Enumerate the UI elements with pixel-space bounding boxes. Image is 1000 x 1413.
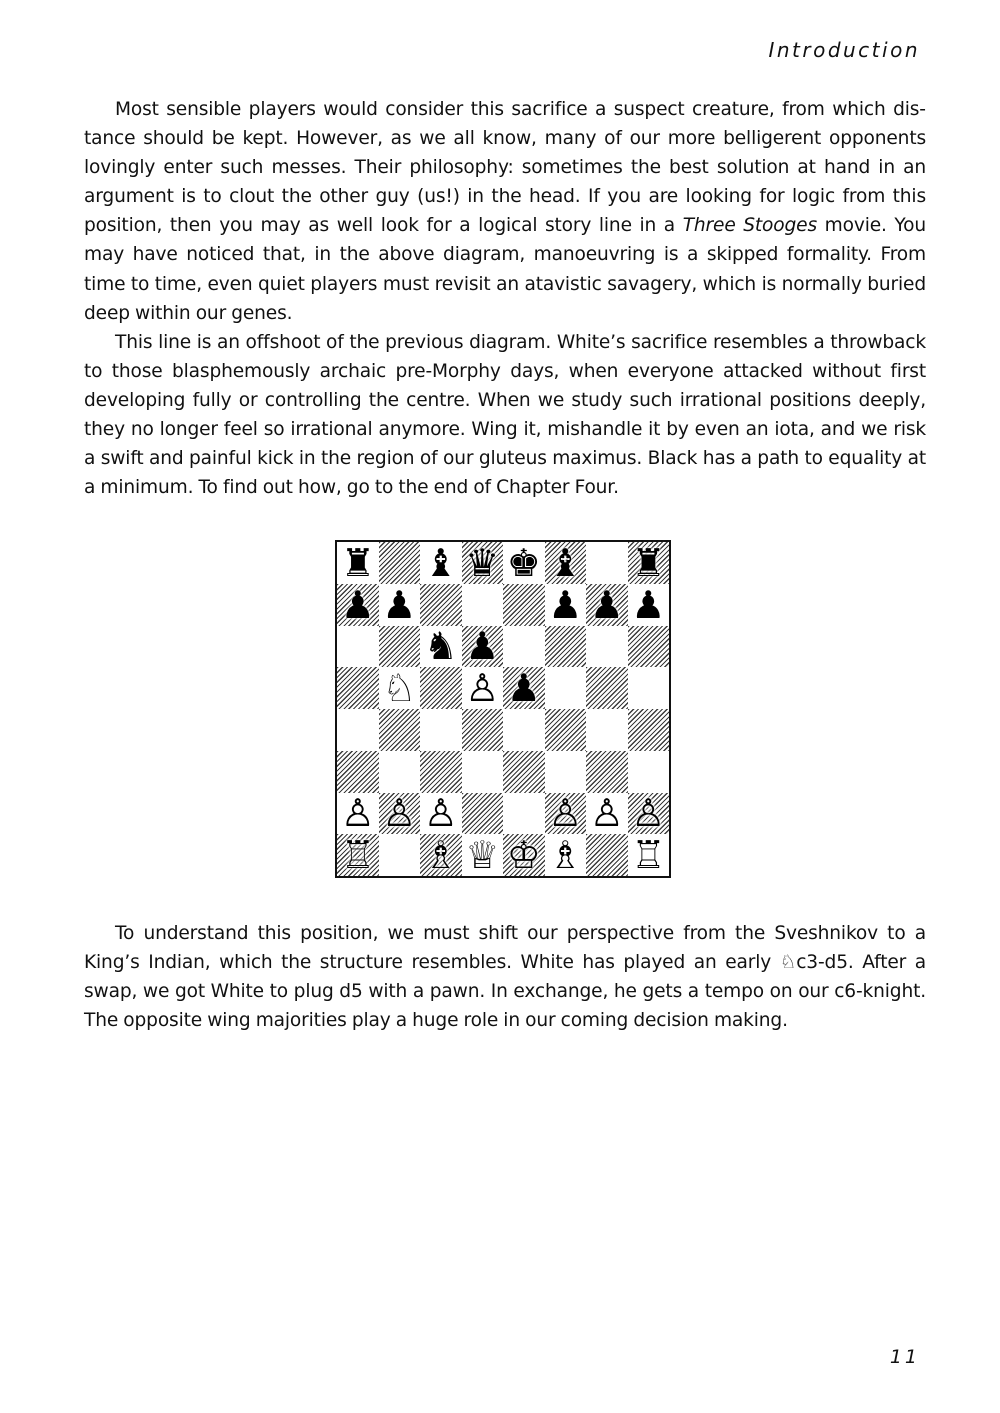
square-f2 [545, 793, 587, 835]
body-text-top [84, 95, 926, 502]
square-h7 [628, 584, 670, 626]
square-b6 [379, 626, 421, 668]
square-d1 [462, 834, 504, 876]
square-c1 [420, 834, 462, 876]
chess-piece: ♝ [423, 542, 458, 584]
square-c4 [420, 709, 462, 751]
square-d3 [462, 751, 504, 793]
chess-piece: ♞ [423, 625, 458, 668]
square-b1 [379, 834, 421, 876]
square-e1 [503, 834, 545, 876]
paragraph-text: To understand this position, we must shift our perspective from the Sveshnikov to a King’s Indian, which the structure resembles. White has played an early [84, 923, 926, 974]
chess-piece: ♛ [465, 542, 500, 584]
square-b3 [379, 751, 421, 793]
square-a1 [337, 834, 379, 876]
square-c2 [420, 793, 462, 835]
square-d6 [462, 626, 504, 668]
square-c6 [420, 626, 462, 668]
square-g7 [586, 584, 628, 626]
square-h6 [628, 626, 670, 668]
square-a3 [337, 751, 379, 793]
knight-figurine: ♘ [779, 952, 797, 974]
square-b2 [379, 793, 421, 835]
square-h5 [628, 667, 670, 709]
paragraph [84, 95, 926, 328]
square-c3 [420, 751, 462, 793]
chess-piece: ♙ [423, 792, 458, 835]
running-head: Introduction [768, 38, 920, 62]
chess-piece: ♙ [631, 792, 666, 835]
paragraph-text: c3-d5. After a swap, we got White to plug d5 with a pawn. In exchange, he gets a tempo on our c6-knight. The opposite wing majorities play a huge role in our coming decision making. [84, 952, 926, 1032]
chess-piece: ♟ [589, 583, 624, 626]
chess-piece: ♝ [548, 542, 583, 584]
square-f1 [545, 834, 587, 876]
chess-diagram [335, 540, 671, 878]
chess-piece: ♜ [340, 542, 375, 584]
square-h3 [628, 751, 670, 793]
square-f4 [545, 709, 587, 751]
italic-title: Three Stooges [682, 215, 817, 237]
chess-piece: ♖ [340, 834, 375, 876]
square-e6 [503, 626, 545, 668]
page-number: 11 [889, 1346, 920, 1368]
square-g8 [586, 542, 628, 584]
square-d8 [462, 542, 504, 584]
square-a2 [337, 793, 379, 835]
square-a6 [337, 626, 379, 668]
chess-piece: ♙ [382, 792, 417, 835]
chess-piece: ♙ [548, 792, 583, 835]
chess-piece: ♘ [382, 667, 417, 709]
square-a4 [337, 709, 379, 751]
square-b8 [379, 542, 421, 584]
square-e7 [503, 584, 545, 626]
paragraph-text: movie. You may have noticed that, in the above diagram, manoeuvring is a skipped formality. From time to time, even quiet players must revisit an atavistic savagery, which is normally buried deep within our genes. [84, 215, 926, 324]
chess-piece: ♙ [465, 667, 500, 709]
chess-board [337, 542, 669, 876]
square-f7 [545, 584, 587, 626]
square-e8 [503, 542, 545, 584]
square-b4 [379, 709, 421, 751]
chess-piece: ♖ [631, 834, 666, 876]
square-f6 [545, 626, 587, 668]
paragraph [84, 919, 926, 1035]
square-h2 [628, 793, 670, 835]
chess-piece: ♟ [506, 667, 541, 709]
square-c8 [420, 542, 462, 584]
square-h8 [628, 542, 670, 584]
paragraph [84, 328, 926, 503]
chess-piece: ♟ [548, 583, 583, 626]
paragraph-text: This line is an offshoot of the previous diagram. White’s sacrifice resembles a throwback to those blasphemously archaic pre-Morphy days, when everyone attacked without first developing fully or controlling the centre. When we study such irrational positions deeply, they no longer feel so irrational anymore. Wing it, mishandle it by even an iota, and we risk a swift and painful kick in the region of our gluteus maximus. Black has a path to equality at a minimum. To find out how, go to the end of Chapter Four. [84, 331, 926, 499]
chess-piece: ♙ [589, 792, 624, 835]
square-h4 [628, 709, 670, 751]
chess-piece: ♟ [631, 583, 666, 626]
square-g6 [586, 626, 628, 668]
square-e3 [503, 751, 545, 793]
paragraph-text: Most sensible players would consider this sacrifice a suspect creature, from which distance should be kept. However, as we all know, many of our more belligerent opponents lovingly enter such messes. Their philosophy: sometimes the best solution at hand in an argument is to clout the other guy (us!) in the head. If you are looking for logic from this position, then you may as well look for a logical story line in a [84, 99, 926, 237]
square-g1 [586, 834, 628, 876]
square-b5 [379, 667, 421, 709]
square-h1 [628, 834, 670, 876]
square-a7 [337, 584, 379, 626]
square-a8 [337, 542, 379, 584]
square-e2 [503, 793, 545, 835]
square-d5 [462, 667, 504, 709]
square-c7 [420, 584, 462, 626]
square-d4 [462, 709, 504, 751]
square-b7 [379, 584, 421, 626]
body-text-bottom [84, 919, 926, 1035]
square-g2 [586, 793, 628, 835]
chess-piece: ♙ [340, 792, 375, 835]
chess-piece: ♕ [465, 834, 500, 876]
square-a5 [337, 667, 379, 709]
chess-piece: ♔ [506, 834, 541, 876]
square-f5 [545, 667, 587, 709]
square-f8 [545, 542, 587, 584]
chess-piece: ♚ [506, 542, 541, 584]
chess-piece: ♗ [423, 834, 458, 876]
square-d2 [462, 793, 504, 835]
chess-piece: ♟ [465, 625, 500, 668]
square-e5 [503, 667, 545, 709]
square-g3 [586, 751, 628, 793]
square-c5 [420, 667, 462, 709]
square-g5 [586, 667, 628, 709]
chess-piece: ♟ [340, 583, 375, 626]
chess-piece: ♗ [548, 834, 583, 876]
square-f3 [545, 751, 587, 793]
chess-piece: ♜ [631, 542, 666, 584]
square-d7 [462, 584, 504, 626]
square-g4 [586, 709, 628, 751]
chess-piece: ♟ [382, 583, 417, 626]
square-e4 [503, 709, 545, 751]
